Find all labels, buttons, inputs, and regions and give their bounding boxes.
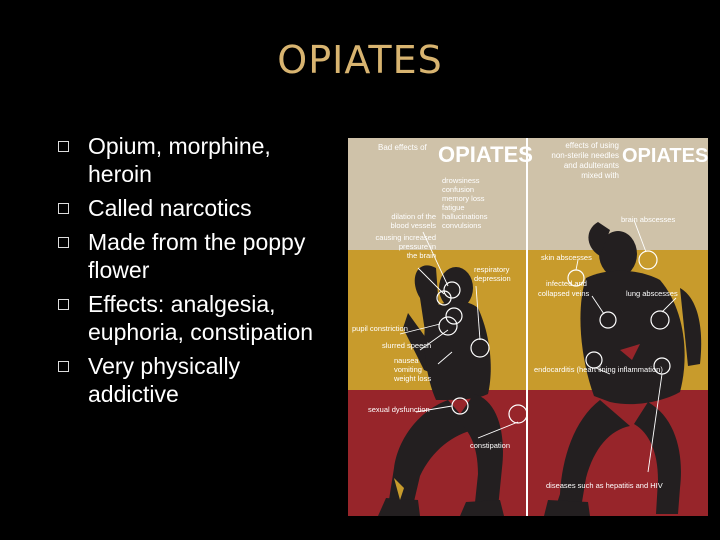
bullet-box-icon bbox=[58, 361, 69, 372]
label-pupil-constriction: pupil constriction bbox=[352, 324, 408, 333]
label-dilation-2: blood vessels bbox=[390, 221, 436, 230]
slide-title: OPIATES bbox=[277, 38, 443, 82]
label-nausea: nausea bbox=[394, 356, 419, 365]
label-convulsions: convulsions bbox=[442, 221, 482, 230]
bullet-box-icon bbox=[58, 237, 69, 248]
bullet-item bbox=[58, 194, 348, 222]
label-fatigue: fatigue bbox=[442, 203, 465, 212]
label-skin-abscesses: skin abscesses bbox=[541, 253, 592, 262]
right-header-big: OPIATES bbox=[622, 145, 708, 167]
label-confusion: confusion bbox=[442, 185, 475, 194]
bullet-line: Opium, morphine, bbox=[88, 133, 271, 159]
label-pressure-3: the brain bbox=[406, 251, 436, 260]
bullet-box-icon bbox=[58, 141, 69, 152]
bullet-item bbox=[58, 290, 348, 346]
bullet-line: addictive bbox=[88, 381, 179, 407]
bullet-line: flower bbox=[88, 257, 150, 283]
bullet-line: Effects: analgesia, bbox=[88, 291, 276, 317]
right-header-line-4: mixed with bbox=[581, 171, 619, 180]
label-pressure-2: pressure in bbox=[398, 242, 436, 251]
label-respiratory-2: depression bbox=[474, 274, 511, 283]
label-hallucinations: hallucinations bbox=[442, 212, 488, 221]
label-pressure-1: causing increased bbox=[375, 233, 436, 242]
right-header-line-2: non-sterile needles bbox=[551, 151, 619, 160]
label-dilation-1: dilation of the bbox=[391, 212, 436, 221]
label-brain-abscesses: brain abscesses bbox=[621, 215, 676, 224]
left-header-big: OPIATES bbox=[438, 142, 533, 167]
bullet-item bbox=[58, 132, 348, 188]
bullet-line: Called narcotics bbox=[88, 195, 252, 221]
poster-graphic bbox=[348, 138, 708, 516]
bullet-list bbox=[58, 132, 348, 414]
bullet-line: heroin bbox=[88, 161, 152, 187]
bullet-line: Very physically bbox=[88, 353, 241, 379]
poster-divider bbox=[526, 138, 528, 516]
label-drowsiness: drowsiness bbox=[442, 176, 480, 185]
bullet-line: Made from the poppy bbox=[88, 229, 306, 255]
label-weight-loss: weight loss bbox=[394, 374, 432, 383]
opiates-poster bbox=[348, 138, 708, 516]
label-respiratory-1: respiratory bbox=[474, 265, 510, 274]
label-sexual-dysfunction: sexual dysfunction bbox=[368, 405, 430, 414]
bullet-item bbox=[58, 352, 348, 408]
label-vomiting: vomiting bbox=[394, 365, 422, 374]
label-slurred-speech: slurred speech bbox=[382, 341, 432, 350]
label-diseases: diseases such as hepatitis and HIV bbox=[546, 481, 663, 490]
label-infected-2: collapsed veins bbox=[538, 289, 590, 298]
right-header-line-1: effects of using bbox=[565, 141, 619, 150]
bullet-box-icon bbox=[58, 203, 69, 214]
label-memory-loss: memory loss bbox=[442, 194, 485, 203]
bullet-line: euphoria, constipation bbox=[88, 319, 314, 345]
bullet-box-icon bbox=[58, 299, 69, 310]
label-constipation: constipation bbox=[470, 441, 511, 450]
bullet-item bbox=[58, 228, 348, 284]
right-header-line-3: and adulterants bbox=[563, 161, 619, 170]
label-endocarditis: endocarditis (heart lining inflammation) bbox=[534, 365, 663, 374]
label-infected-1: infected and bbox=[546, 279, 587, 288]
left-header-small: Bad effects of bbox=[378, 143, 427, 152]
label-lung-abscesses: lung abscesses bbox=[626, 289, 678, 298]
